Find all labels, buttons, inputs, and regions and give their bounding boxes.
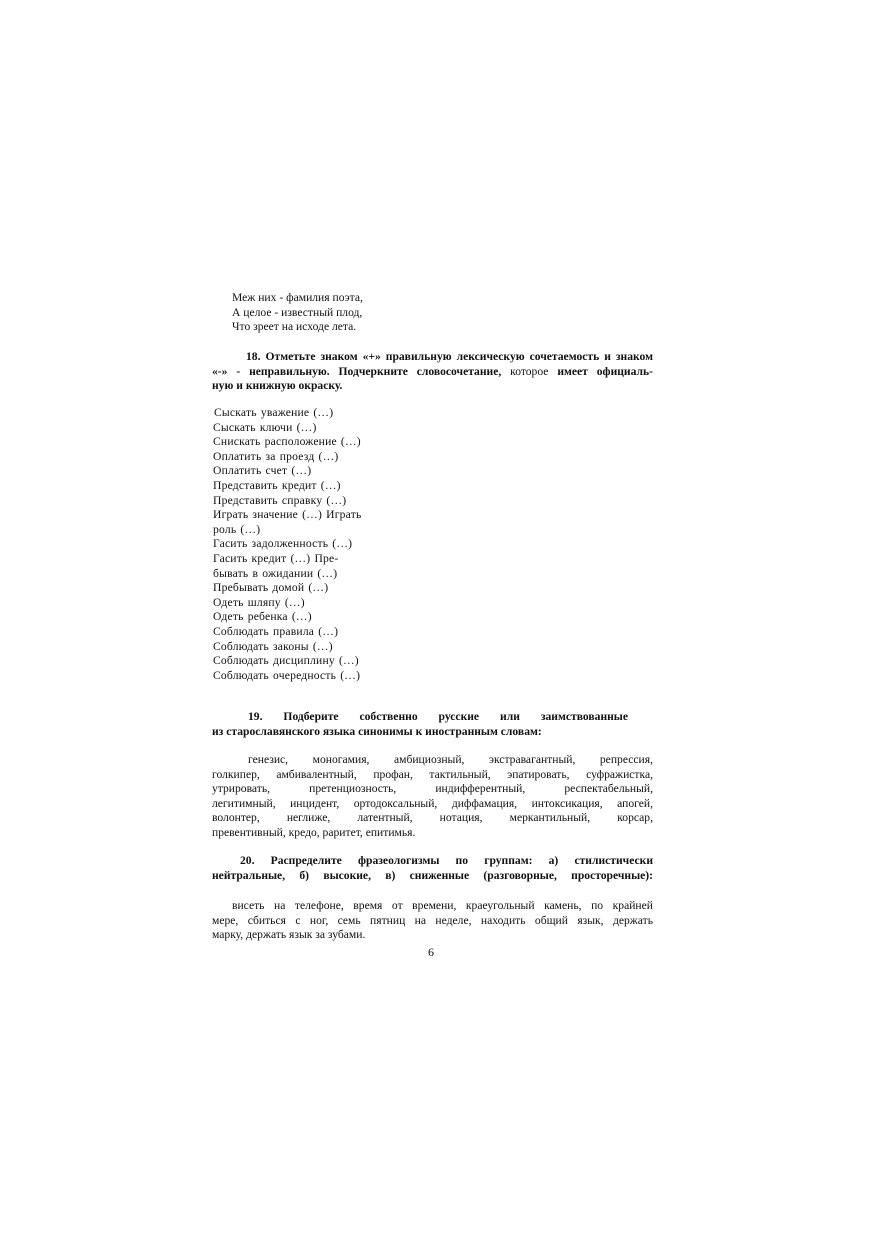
list-item: Гасить кредит (…) Пре- <box>213 551 339 565</box>
list-item: Одеть ребенка (…) <box>213 610 312 624</box>
task-20-heading <box>212 854 653 883</box>
list-item: Представить справку (…) <box>213 493 347 507</box>
list-item: Пребывать домой (…) <box>213 581 329 595</box>
list-item: Соблюдать очередность (…) <box>213 668 361 682</box>
list-item: Сыскать уважение (…) <box>214 406 334 419</box>
poem-line-2: А целое - известный плод, <box>232 306 363 319</box>
task-19-body <box>212 753 653 840</box>
task-19-body-line: утрировать, претенциозность, индифферентный, респектабельный, <box>212 782 653 795</box>
task-20-body <box>212 899 653 943</box>
page-number: 6 <box>428 945 434 959</box>
list-item: Гасить задолженность (…) <box>213 537 353 551</box>
task-19-body-line: превентивный, кредо, раритет, епитимья. <box>212 825 416 839</box>
list-item: Сыскать ключи (…) <box>213 420 317 434</box>
poem-line-1: Меж них - фамилия поэта, <box>232 291 363 304</box>
list-item: Оплатить за проезд (…) <box>213 449 339 463</box>
list-item: бывать в ожидании (…) <box>213 566 338 580</box>
list-item: Играть значение (…) Играть <box>213 508 362 522</box>
list-item: Оплатить счет (…) <box>213 464 312 478</box>
list-item: Соблюдать дисциплину (…) <box>213 654 359 668</box>
list-item: роль (…) <box>213 522 261 536</box>
list-item: Соблюдать законы (…) <box>213 639 333 653</box>
collocation-list <box>213 406 361 683</box>
list-item: Представить кредит (…) <box>213 478 341 492</box>
task-19-line-1: 19. Подберите собственно русские или заимствованные <box>248 710 628 723</box>
list-item: Снискать расположение (…) <box>213 435 361 449</box>
task-20-line-1: 20. Распределите фразеологизмы по группам: а) стилистически <box>240 854 653 867</box>
task-20-body-line: мере, сбиться с ног, семь пятниц на неделе, находить общий язык, держать <box>212 913 653 927</box>
task-18-heading <box>212 350 653 394</box>
task-19-line-2: из старославянского языка синонимы к иностранным словам: <box>212 724 542 738</box>
task-19-body-line: волонтер, неглиже, латентный, нотация, меркантильный, корсар, <box>212 811 653 824</box>
task-18-line-2: «-» - неправильную. Подчеркните словосочетание, которое имеет официаль- <box>212 364 654 378</box>
task-20-line-2: нейтральные, б) высокие, в) сниженные (разговорные, просторечные): <box>212 868 653 882</box>
list-item: Соблюдать правила (…) <box>213 624 339 638</box>
task-19-body-line: легитимный, инцидент, ортодоксальный, диффамация, интоксикация, апогей, <box>212 796 653 810</box>
task-19-body-line: генезис, моногамия, амбициозный, экстравагантный, репрессия, <box>248 753 653 766</box>
task-19-heading <box>212 710 653 739</box>
task-20-body-line: висеть на телефоне, время от времени, краеугольный камень, по крайней <box>232 899 653 912</box>
task-18-line-3: ную и книжную окраску. <box>212 379 343 392</box>
poem-line-3: Что зреет на исходе лета. <box>232 320 357 333</box>
task-19-body-line: голкипер, амбивалентный, профан, тактильный, эпатировать, суфражистка, <box>212 767 653 781</box>
task-18-line-1: 18. Отметьте знаком «+» правильную лексическую сочетаемость и знаком <box>246 350 653 363</box>
list-item: Одеть шляпу (…) <box>213 595 305 609</box>
task-20-body-line: марку, держать язык за зубами. <box>212 928 366 941</box>
